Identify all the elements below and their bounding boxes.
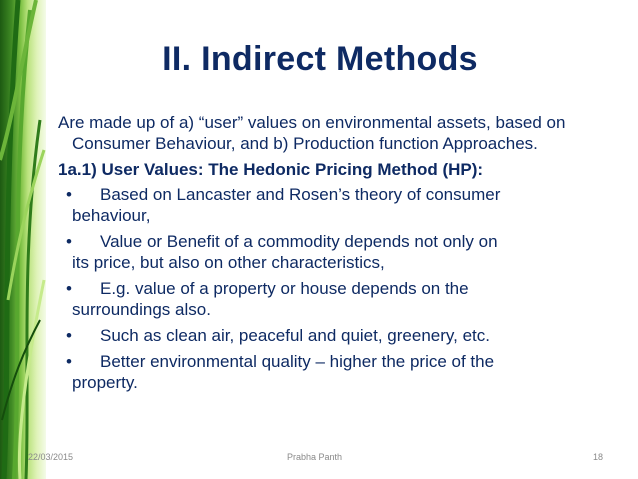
bullet-icon: •	[66, 185, 72, 204]
bullet-icon: •	[66, 232, 72, 251]
section-heading: 1a.1) User Values: The Hedonic Pricing Method (HP):	[58, 160, 484, 179]
footer-author: Prabha Panth	[287, 452, 343, 462]
bullet-item	[66, 231, 612, 273]
bullet-text-continued: property.	[72, 373, 138, 392]
bullet-text-continued: behaviour,	[72, 206, 151, 225]
bullet-text: E.g. value of a property or house depends on the	[100, 279, 469, 298]
bullet-item	[66, 278, 612, 320]
slide-title: II. Indirect Methods	[162, 40, 478, 78]
bullet-text: Based on Lancaster and Rosen’s theory of consumer	[100, 185, 501, 204]
bullet-icon: •	[66, 279, 72, 298]
bullet-text-continued: its price, but also on other characteristics,	[72, 253, 385, 272]
bullet-text: Value or Benefit of a commodity depends not only on	[100, 232, 498, 251]
bullet-icon: •	[66, 326, 72, 345]
slide-body	[52, 112, 612, 398]
bullet-item	[66, 184, 612, 226]
grass-decoration	[0, 0, 46, 479]
bullet-item	[66, 325, 612, 346]
bullet-item	[66, 351, 612, 393]
bullet-icon: •	[66, 352, 72, 371]
bullet-text: Such as clean air, peaceful and quiet, greenery, etc.	[100, 326, 490, 345]
bullet-text: Better environmental quality – higher the price of the	[100, 352, 495, 371]
footer-date: 22/03/2015	[28, 452, 74, 462]
bullet-text-continued: surroundings also.	[72, 300, 211, 319]
footer-page-number: 18	[593, 452, 604, 462]
intro-paragraph: Are made up of a) “user” values on environmental assets, based on Consumer Behaviour, and b) Production function Approaches.	[58, 113, 566, 153]
